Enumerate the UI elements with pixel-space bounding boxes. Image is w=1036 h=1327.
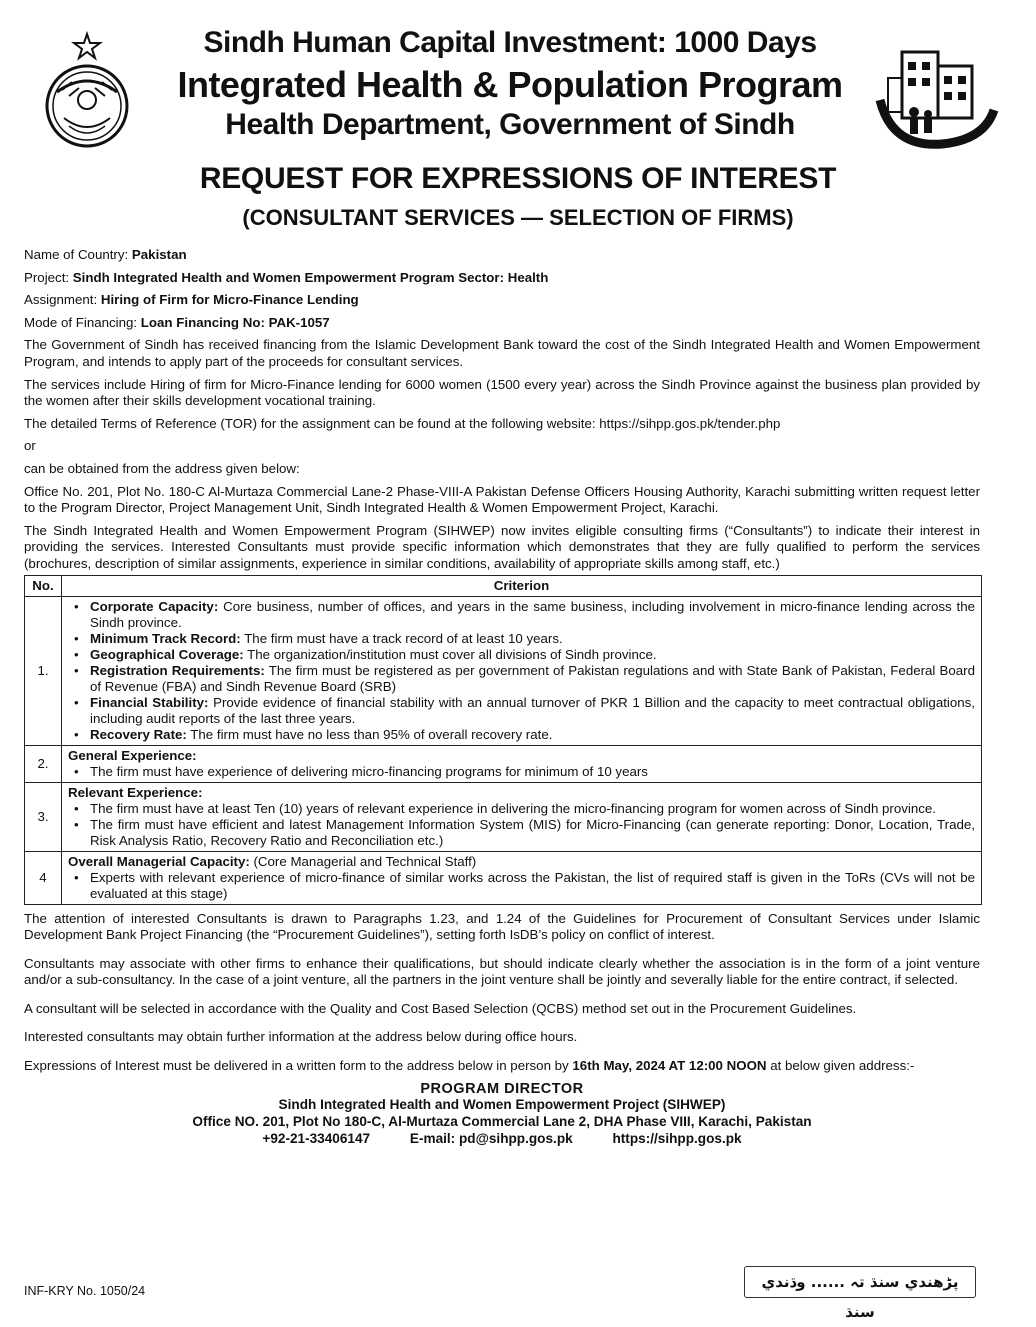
bullet-label: Corporate Capacity: <box>90 598 219 614</box>
header-line-1: Sindh Human Capital Investment: 1000 Days <box>203 26 817 59</box>
criterion-cell <box>62 782 982 851</box>
paragraph-office-address: Office No. 201, Plot No. 180-C Al-Murtaza Commercial Lane-2 Phase-VIII-A Pakistan Defense Officers Housing Authority, Karachi submitting written request letter to the Program Director, Project Management Unit, Sindh Integrated Health & Women Empowerment Project, Karachi. <box>24 483 980 516</box>
header <box>0 22 1036 152</box>
project-label: Project: <box>24 269 70 285</box>
country-row <box>24 247 980 264</box>
notice-body <box>24 247 980 1148</box>
bullet-experts: • Experts with relevant experience of micro-finance of similar works across the Pakistan, the list of required staff is given in the ToRs (CVs will not be evaluated at this stage) <box>90 870 975 902</box>
deadline-text: Expressions of Interest must be delivered in a written form to the address below in person by <box>24 1058 573 1074</box>
financing-value: Loan Financing No: PAK-1057 <box>140 314 330 330</box>
col-no-header: No. <box>25 575 62 596</box>
signatory-org: Sindh Integrated Health and Women Empowerment Project (SIHWEP) <box>278 1097 726 1113</box>
deadline-text-end: at below given address:- <box>766 1058 915 1074</box>
signature-block <box>24 1081 980 1148</box>
paragraph-financing: The Government of Sindh has received financing from the Islamic Development Bank toward the cost of the Sindh Integrated Health and Women Empowerment Program, and intends to apply part of the proceeds for consultant services. <box>24 337 980 369</box>
col-criterion-header: Criterion <box>62 575 982 596</box>
financing-row <box>24 315 980 332</box>
criteria-row-2 <box>25 745 982 782</box>
row-heading: General Experience: <box>68 747 197 763</box>
assignment-row <box>24 292 980 309</box>
bullet-text: Core business, number of offices, and years in the same business, including involvement in micro-finance lending across the Sindh province. <box>90 598 975 630</box>
project-value: Sindh Integrated Health and Women Empowerment Program Sector: Health <box>72 269 549 285</box>
bullet-text: The firm must be registered as per government of Pakistan regulations and with State Bank of Pakistan, Federal Board of Revenue (FBA) and Sindh Revenue Board (SRB) <box>90 662 975 694</box>
assignment-value: Hiring of Firm for Micro-Finance Lending <box>100 292 359 308</box>
paragraph-info: Interested consultants may obtain further information at the address below during office hours. <box>24 1029 578 1045</box>
paragraph-association: Consultants may associate with other firms to enhance their qualifications, but should indicate clearly whether the association is in the form of a joint venture and/or a sub-consultancy. In the case of a joint venture, all the partners in the joint venture shall be jointly and severally liable for the entire contract, if selected. <box>24 955 980 988</box>
sindhi-slogan-box <box>744 1266 976 1321</box>
criteria-row-4 <box>25 851 982 904</box>
bullet-registration <box>90 663 975 695</box>
financing-label: Mode of Financing: <box>24 314 138 330</box>
row-number: 3. <box>25 782 62 851</box>
criteria-row-1 <box>25 596 982 745</box>
bullet-label: Minimum Track Record: <box>90 630 241 646</box>
paragraph-or: or <box>24 438 36 454</box>
website-link[interactable]: https://sihpp.gos.pk <box>612 1131 742 1147</box>
paragraph-invitation: The Sindh Integrated Health and Women Empowerment Program (SIHWEP) now invites eligible consulting firms (“Consultants”) to indicate their interest in providing the services. Interested Consultants must provide specific information which demonstrates that they are fully qualified to perform the services (brochures, description of similar assignments, experience in similar conditions, availability of appropriate skills among staff, etc.) <box>24 522 980 571</box>
email-address[interactable]: E-mail: pd@sihpp.gos.pk <box>409 1131 573 1147</box>
notice-subtitle: (CONSULTANT SERVICES — SELECTION OF FIRMS) <box>242 205 794 230</box>
bullet-geographical-coverage <box>90 647 975 663</box>
bullet-label: Recovery Rate: <box>90 726 187 742</box>
notice-title: REQUEST FOR EXPRESSIONS OF INTEREST <box>199 162 837 195</box>
bullet-label: Financial Stability: <box>90 694 209 710</box>
bullet-relevant-experience: • The firm must have at least Ten (10) years of relevant experience in delivering the micro-financing program for women across of Sindh province. <box>90 801 975 817</box>
paragraph-deadline <box>24 1058 980 1075</box>
health-program-logo-icon <box>872 40 1002 150</box>
reference-number: INF-KRY No. 1050/24 <box>24 1284 146 1298</box>
bullet-general-experience: • The firm must have experience of delivering micro-financing programs for minimum of 10 years <box>90 764 975 780</box>
row-heading <box>68 854 975 870</box>
paragraph-tor: The detailed Terms of Reference (TOR) for the assignment can be found at the following website: https://sihpp.gos.pk/tender.php <box>24 415 781 431</box>
signatory-title: PROGRAM DIRECTOR <box>420 1080 584 1097</box>
row-heading-note: (Core Managerial and Technical Staff) <box>249 853 477 869</box>
header-line-3: Health Department, Government of Sindh <box>225 108 795 141</box>
bullet-text: The organization/institution must cover all divisions of Sindh province. <box>243 646 657 662</box>
bullet-corporate-capacity <box>90 599 975 631</box>
bullet-min-track-record <box>90 631 975 647</box>
row-heading: Relevant Experience: <box>68 784 203 800</box>
country-label: Name of Country: <box>24 247 129 262</box>
header-line-2: Integrated Health & Population Program <box>177 64 843 105</box>
bullet-text: Provide evidence of financial stability with an annual turnover of PKR 1 Billion and the capacity to meet contractual obligations, including audit reports of the last three years. <box>90 694 975 726</box>
bullet-financial-stability <box>90 695 975 727</box>
criteria-row-3 <box>25 782 982 851</box>
row-number: 4 <box>25 851 62 904</box>
phone-number: +92-21-33406147 <box>262 1131 371 1147</box>
row-heading-label: Overall Managerial Capacity: <box>68 853 250 869</box>
sindhi-slogan: پڑھندي سنڌ تہ ...... وڌندي سنڌ <box>761 1273 959 1321</box>
contact-line <box>24 1131 980 1148</box>
bullet-text: The firm must have no less than 95% of overall recovery rate. <box>186 726 553 742</box>
row-number: 2. <box>25 745 62 782</box>
bullet-text: The firm must have a track record of at least 10 years. <box>240 630 563 646</box>
row-number: 1. <box>25 596 62 745</box>
criterion-cell <box>62 596 982 745</box>
project-row <box>24 270 980 287</box>
signatory-address: Office NO. 201, Plot No 180-C, Al-Murtaza Commercial Lane 2, DHA Phase VIII, Karachi, Pakistan <box>192 1114 812 1130</box>
country-value: Pakistan <box>131 247 187 262</box>
paragraph-qcbs: A consultant will be selected in accordance with the Quality and Cost Based Selection (QCBS) method set out in the Procurement Guidelines. <box>24 1000 857 1016</box>
criterion-cell <box>62 851 982 904</box>
government-of-sindh-seal-icon <box>24 30 150 156</box>
deadline-date: 16th May, 2024 AT 12:00 NOON <box>572 1058 767 1074</box>
criteria-header-row <box>25 575 982 596</box>
bullet-mis: • The firm must have efficient and latest Management Information System (MIS) for Micro-Financing (can generate reporting: Donor, Location, Trade, Risk Analysis Ratio, Recovery Ratio and Reconciliation etc.) <box>90 817 975 849</box>
paragraph-obtain: can be obtained from the address given below: <box>24 460 300 476</box>
criteria-table <box>24 575 982 905</box>
bullet-recovery-rate <box>90 727 975 743</box>
paragraph-conflict: The attention of interested Consultants is drawn to Paragraphs 1.23, and 1.24 of the Guidelines for Procurement of Consultant Services under Islamic Development Bank Project Financing (the “Procurement Guidelines”), setting forth IsDB’s policy on conflict of interest. <box>24 910 980 943</box>
bullet-label: Registration Requirements: <box>90 662 265 678</box>
assignment-label: Assignment: <box>24 292 98 308</box>
criterion-cell <box>62 745 982 782</box>
bullet-label: Geographical Coverage: <box>90 646 244 662</box>
paragraph-services: The services include Hiring of firm for Micro-Finance lending for 6000 women (1500 every year) across the Sindh Province against the business plan provided by the women after their skills development vocational training. <box>24 376 980 409</box>
